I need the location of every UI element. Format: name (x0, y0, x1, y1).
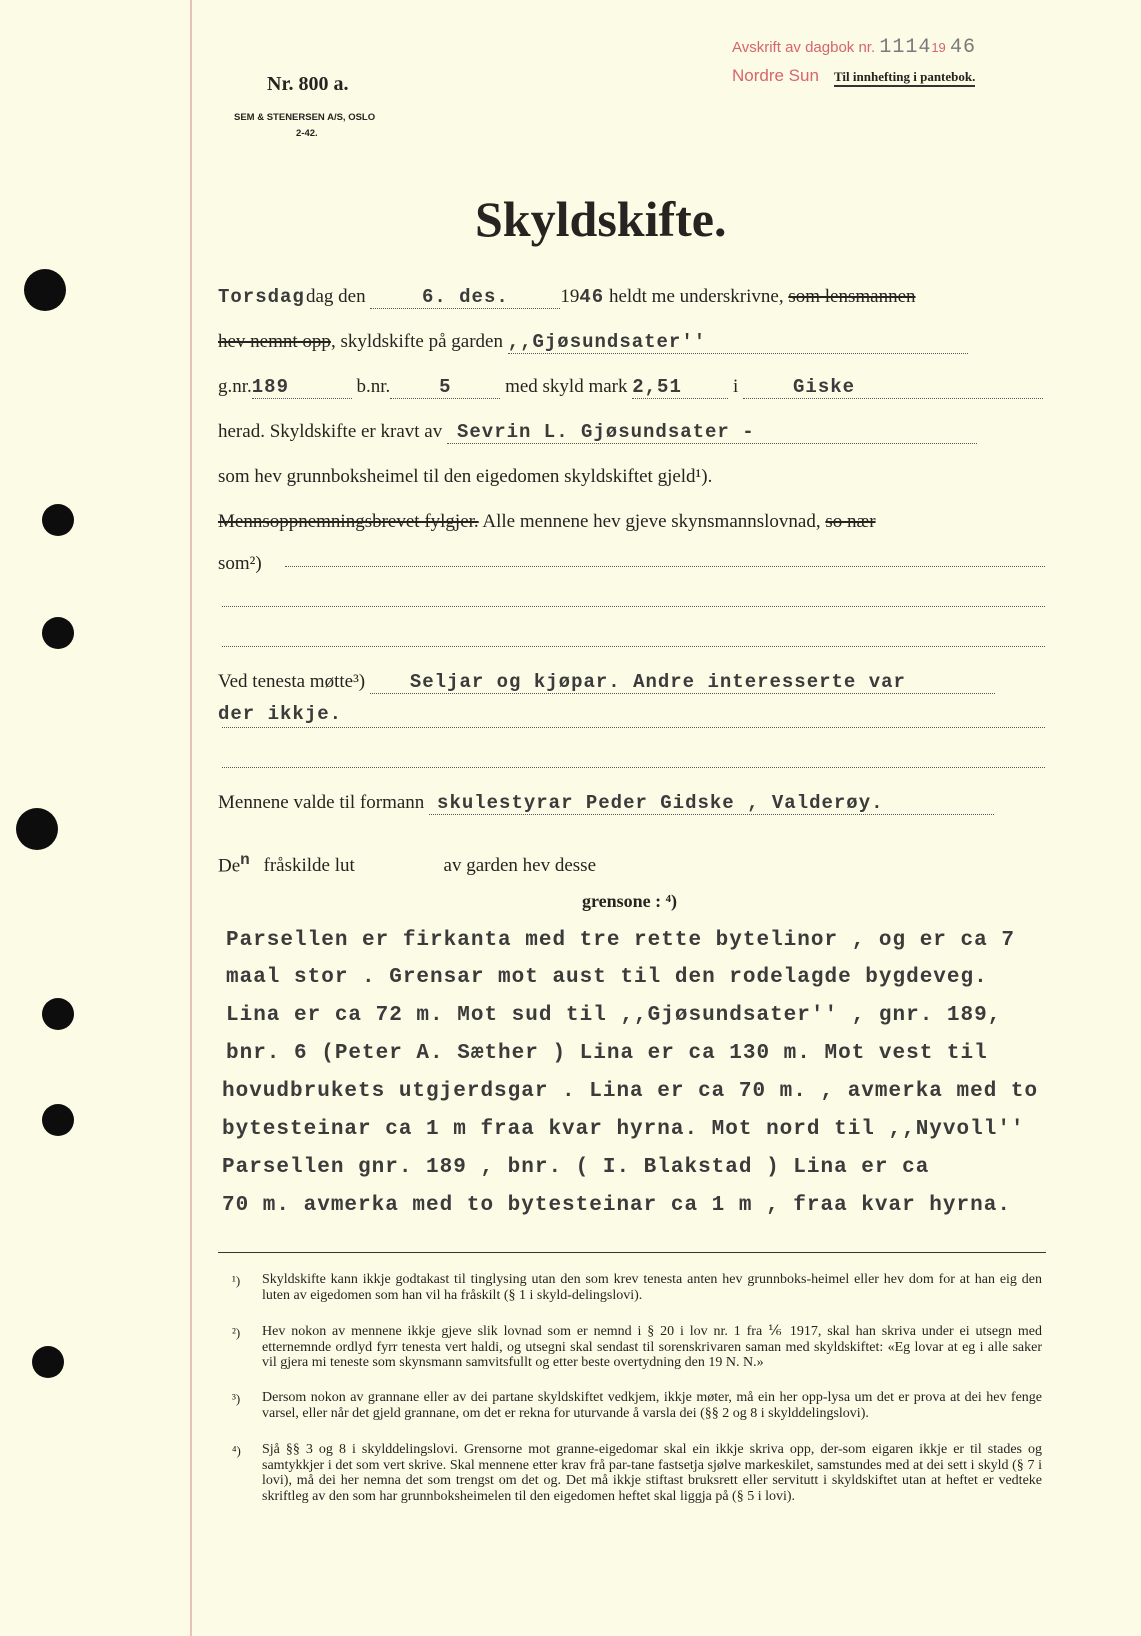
footnote-2-text: Hev nokon av mennene ikkje gjeve slik lovnad som er nemnd i § 20 i lov nr. 1 fra ⅙ 1917, skal han skriva under ei utsegn med etternemnde ordlyd fyrr tenesta vert haldi, og utsegni skal sendast til sorenskrivaren saman med skyldskiftet: «Eg lovar at eg i alle saker vil gjera mi teneste som skynsmann samvitsfullt og etter beste overtydning den 19 N. N.» (262, 1324, 1042, 1371)
requester-value: Sevrin L. Gjøsundsater - (447, 421, 977, 444)
punch-hole-5 (42, 998, 74, 1030)
farm-value: ,,Gjøsundsater'' (508, 331, 968, 354)
punch-hole-2 (42, 504, 74, 536)
boundary-line-8: 70 m. avmerka med to bytesteinar ca 1 m , fraa kvar hyrna. (222, 1194, 1011, 1217)
punch-hole-4 (16, 808, 58, 850)
page-title: Skyldskifte. (475, 191, 727, 247)
footnote-4-text: Sjå §§ 3 og 8 i skylddelingslovi. Grensorne mot granne-eigedomar skal ein ikkje skriva opp, der-som eigaren ikkje er til stades og samtykkjer i det som vert skrive. Skal mennene etter krav frå par-tane fastsetja sjølve markeskilet, samstundes med at dei sett i skyld (§ 7 i lovi), må dei her nemna det som trengst om det og. Det må ikkje stiftast bruksrett eller servitutt i skyldskiftet utan at heftet er vedteke skriftleg av den som har grunnboksheimelen til den eigedomen heftet skal liggja på (§ 5 i lovi). (262, 1442, 1042, 1504)
blank-rule-3 (222, 646, 1045, 647)
punch-hole-1 (24, 269, 66, 311)
boundary-line-6: bytesteinar ca 1 m fraa kvar hyrna. Mot nord til ,,Nyvoll'' (222, 1118, 1025, 1141)
attendance-rule-1 (222, 727, 1045, 728)
footnote-1-number: ¹) (232, 1273, 241, 1288)
line-parcel: De$^n$ fråskilde lut av garden hev desse (218, 851, 597, 877)
line-title-holder: som hev grunnboksheimel til den eigedomen skyldskiftet gjeld¹). (218, 466, 713, 487)
punch-hole-7 (32, 1346, 64, 1378)
footnote-3-number: ³) (232, 1391, 241, 1406)
bnr-value: 5 (390, 376, 500, 399)
line-date: Torsdagdag den 6. des. 1946 heldt me underskrivne, som lensmannen (218, 286, 916, 308)
line-requester: herad. Skyldskifte er kravt av Sevrin L. Gjøsundsater - (218, 421, 977, 444)
municipality-value: Giske (743, 376, 1043, 399)
printer-date: 2-42. (296, 128, 318, 139)
footnote-4-number: ⁴) (232, 1443, 241, 1458)
margin-rule (190, 0, 192, 1636)
boundary-line-4: bnr. 6 (Peter A. Sæther ) Lina er ca 130 m. Mot vest til (226, 1042, 988, 1065)
line-som: som²) (218, 553, 262, 574)
boundary-line-5: hovudbrukets utgjerdsgar . Lina er ca 70 m. , avmerka med to (222, 1080, 1039, 1103)
boundary-line-7: Parsellen gnr. 189 , bnr. ( I. Blakstad ) Lina er ca (222, 1156, 930, 1179)
attendance-continuation: der ikkje. (218, 703, 343, 725)
boundary-line-2: maal stor . Grensar mot aust til den rodelagde bygdeveg. (226, 966, 988, 989)
entry-number: 1114 (879, 36, 932, 59)
line-chairman: Mennene valde til formann skulestyrar Peder Gidske , Valderøy. (218, 792, 994, 815)
blank-rule-2 (222, 606, 1045, 607)
line-appointment: Mennsoppnemningsbrevet fylgjer. Alle mennene hev gjeve skynsmannslovnad, so nær (218, 511, 876, 532)
form-number: Nr. 800 a. (267, 73, 349, 95)
footnote-3-text: Dersom nokon av grannane eller av dei partane skyldskiftet vedkjem, ikkje møter, må ein her opp-lysa um det er prova at dei hev fenge varsel, eller når det gjeld grannane, om det er rekna for uturvande å varsla dei (§§ 2 og 8 i skylddelingslovi). (262, 1390, 1042, 1421)
line-attendance: Ved tenesta møtte³) Seljar og kjøpar. Andre interesserte var (218, 671, 995, 694)
footnote-1-text: Skyldskifte kann ikkje godtakast til tinglysing utan den som krev tenesta anten hev grunnboks-heimel eller hev dom for at han eig den luten av eigedomen som han vil ha fråskilt (§ 1 i skyld-delingslovi). (262, 1272, 1042, 1303)
footnote-separator (218, 1252, 1046, 1253)
punch-hole-3 (42, 617, 74, 649)
skyld-value: 2,51 (632, 376, 728, 399)
stamp-line-1: Avskrift av dagbok nr. 111419 46 (732, 36, 976, 59)
line-registry: g.nr.189 b.nr. 5 med skyld mark 2,51 i Giske (218, 376, 1043, 399)
attendance-value: Seljar og kjøpar. Andre interesserte var (370, 671, 995, 694)
date-value: 6. des. (370, 286, 560, 309)
footnote-2-number: ²) (232, 1325, 241, 1340)
stamp-line-2: Nordre Sun (732, 66, 819, 85)
boundary-line-1: Parsellen er firkanta med tre rette bytelinor , og er ca 7 (226, 929, 1015, 952)
line-farm: hev nemnt opp, skyldskifte på garden ,,Gjøsundsater'' (218, 331, 968, 354)
punch-hole-6 (42, 1104, 74, 1136)
printer-imprint: SEM & STENERSEN A/S, OSLO (234, 112, 376, 123)
blank-rule-1 (285, 566, 1045, 567)
grensone-heading: grensone : ⁴) (582, 891, 678, 911)
filing-note: Til innhefting i pantebok. (834, 69, 975, 87)
attendance-rule-2 (222, 767, 1045, 768)
weekday-value: Torsdag (218, 286, 305, 308)
gnr-value: 189 (252, 376, 352, 399)
boundary-line-3: Lina er ca 72 m. Mot sud til ,,Gjøsundsater'' , gnr. 189, (226, 1004, 1002, 1027)
chairman-value: skulestyrar Peder Gidske , Valderøy. (429, 792, 994, 815)
